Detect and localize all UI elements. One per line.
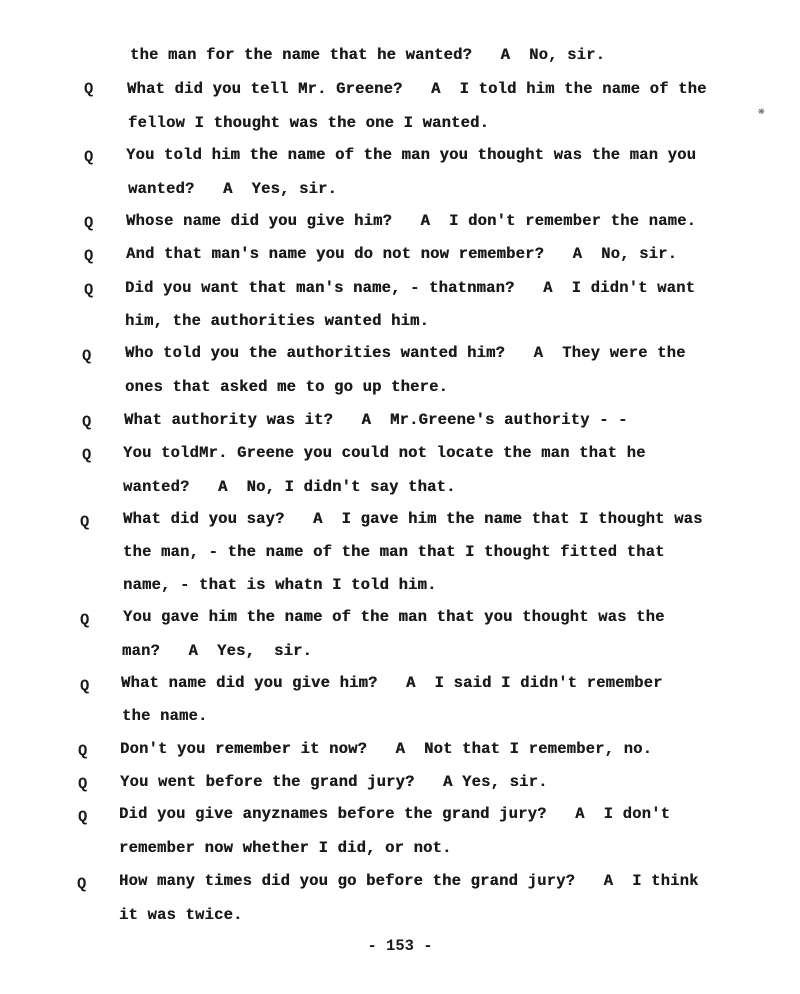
question-marker: Q xyxy=(84,247,94,265)
transcript-line: What did you tell Mr. Greene? A I told him the name of the xyxy=(127,80,707,98)
transcript-line: And that man's name you do not now remember? A No, sir. xyxy=(126,245,678,263)
transcript-line: What authority was it? A Mr.Greene's authority - - xyxy=(124,411,628,429)
ink-smudge-icon: ❋ xyxy=(758,106,765,118)
transcript-line: it was twice. xyxy=(119,906,243,924)
question-marker: Q xyxy=(82,347,92,365)
transcript-line: the man, - the name of the man that I thought fitted that xyxy=(123,543,665,561)
question-marker: Q xyxy=(78,808,88,826)
question-marker: Q xyxy=(78,742,88,760)
transcript-line: him, the authorities wanted him. xyxy=(125,312,430,330)
transcript-line: the man for the name that he wanted? A No, sir. xyxy=(130,46,606,64)
question-marker: Q xyxy=(84,214,94,232)
question-marker: Q xyxy=(80,677,90,695)
transcript-line: Did you give anyznames before the grand jury? A I don't xyxy=(119,805,671,823)
transcript-line: Did you want that man's name, - thatnman? A I didn't want xyxy=(125,279,696,297)
question-marker: Q xyxy=(84,281,94,299)
transcript-line: You toldMr. Greene you could not locate the man that he xyxy=(123,444,646,462)
question-marker: Q xyxy=(82,413,92,431)
transcript-line: You told him the name of the man you thought was the man you xyxy=(126,146,697,164)
transcript-line: wanted? A No, I didn't say that. xyxy=(123,478,456,496)
transcript-line: man? A Yes, sir. xyxy=(122,642,313,660)
question-marker: Q xyxy=(84,148,94,166)
transcript-line: fellow I thought was the one I wanted. xyxy=(128,114,490,132)
transcript-line: Don't you remember it now? A Not that I remember, no. xyxy=(120,740,653,758)
transcript-line: How many times did you go before the grand jury? A I think xyxy=(119,872,699,890)
transcript-line: ones that asked me to go up there. xyxy=(125,378,449,396)
transcript-line: wanted? A Yes, sir. xyxy=(128,180,338,198)
question-marker: Q xyxy=(80,611,90,629)
question-marker: Q xyxy=(84,80,94,98)
transcript-line: What name did you give him? A I said I didn't remember xyxy=(121,674,663,692)
transcript-line: remember now whether I did, or not. xyxy=(119,839,452,857)
page-number: - 153 - xyxy=(367,937,433,955)
question-marker: Q xyxy=(82,446,92,464)
question-marker: Q xyxy=(77,875,87,893)
question-marker: Q xyxy=(80,513,90,531)
transcript-line: Who told you the authorities wanted him? A They were the xyxy=(125,344,686,362)
transcript-line: the name. xyxy=(122,707,208,725)
transcript-line: Whose name did you give him? A I don't remember the name. xyxy=(126,212,697,230)
transcript-line: You went before the grand jury? A Yes, sir. xyxy=(120,773,548,791)
question-marker: Q xyxy=(78,775,88,793)
transcript-line: name, - that is whatn I told him. xyxy=(123,576,437,594)
transcript-line: What did you say? A I gave him the name that I thought was xyxy=(123,510,703,528)
transcript-line: You gave him the name of the man that you thought was the xyxy=(123,608,665,626)
